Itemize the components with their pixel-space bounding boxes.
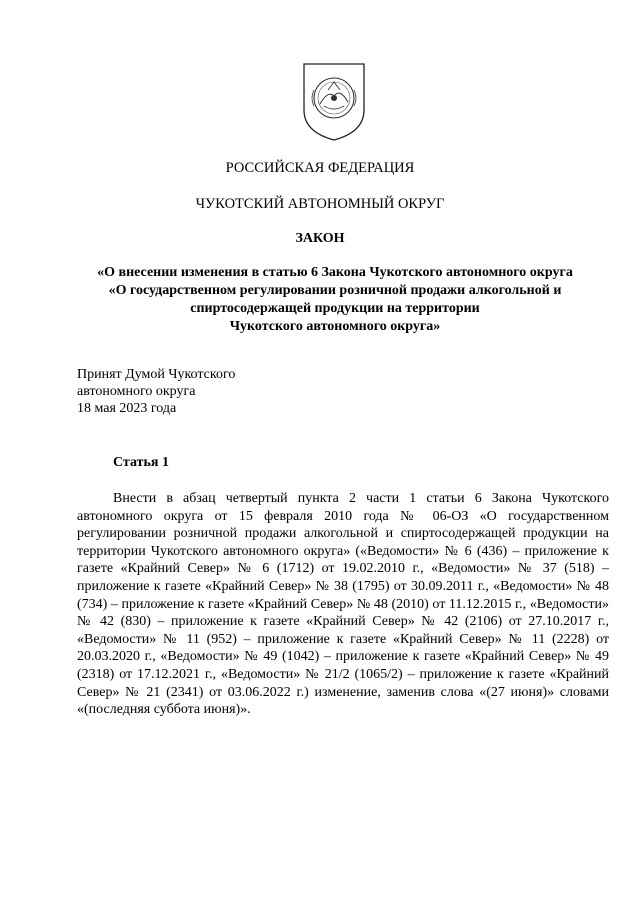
adoption-block bbox=[77, 366, 235, 417]
okrug-name: ЧУКОТСКИЙ АВТОНОМНЫЙ ОКРУГ bbox=[195, 196, 445, 212]
article-heading: Статья 1 bbox=[113, 455, 169, 470]
law-title-line: «О государственном регулировании розничной продажи алкогольной и bbox=[108, 283, 562, 298]
document-type: ЗАКОН bbox=[295, 231, 345, 246]
adoption-line: автономного округа bbox=[77, 384, 196, 399]
law-title-line: спиртосодержащей продукции на территории bbox=[190, 301, 480, 316]
federation-name: РОССИЙСКАЯ ФЕДЕРАЦИЯ bbox=[225, 160, 415, 176]
law-title bbox=[60, 264, 610, 336]
coat-of-arms-icon bbox=[298, 60, 370, 144]
adoption-date: 18 мая 2023 года bbox=[77, 401, 177, 416]
law-title-line: Чукотского автономного округа» bbox=[229, 319, 441, 334]
adoption-line: Принят Думой Чукотского bbox=[77, 367, 236, 382]
law-title-line: «О внесении изменения в статью 6 Закона Чукотского автономного округа bbox=[97, 265, 573, 280]
article-body: Внести в абзац четвертый пункта 2 части 1 статьи 6 Закона Чукотского автономного округа от 15 февраля 2010 года № 06-ОЗ «О государственном регулировании розничной продажи алкогольной и спиртосодержащей продукции на территории Чукотского автономного округа» («Ведомости» № 6 (436) – приложение к газете «Крайний Север» № 6 (1712) от 19.02.2010 г., «Ведомости» № 37 (518) – приложение к газете «Крайний Север» № 38 (1795) от 30.09.2011 г., «Ведомости» № 48 (734) – приложение к газете «Крайний Север» № 48 (2010) от 11.12.2015 г., «Ведомости» № 42 (830) – приложение к газете «Крайний Север» № 42 (2106) от 27.10.2017 г., «Ведомости» № 11 (952) – приложение к газете «Крайний Север» № 11 (2228) от 20.03.2020 г., «Ведомости» № 49 (1042) – приложение к газете «Крайний Север» № 49 (2318) от 17.12.2021 г., «Ведомости» № 21/2 (1065/2) – приложение к газете «Крайний Север» № 21 (2341) от 03.06.2022 г.) изменение, заменив слова «(27 июня)» словами «(последняя суббота июня)». bbox=[77, 491, 609, 718]
